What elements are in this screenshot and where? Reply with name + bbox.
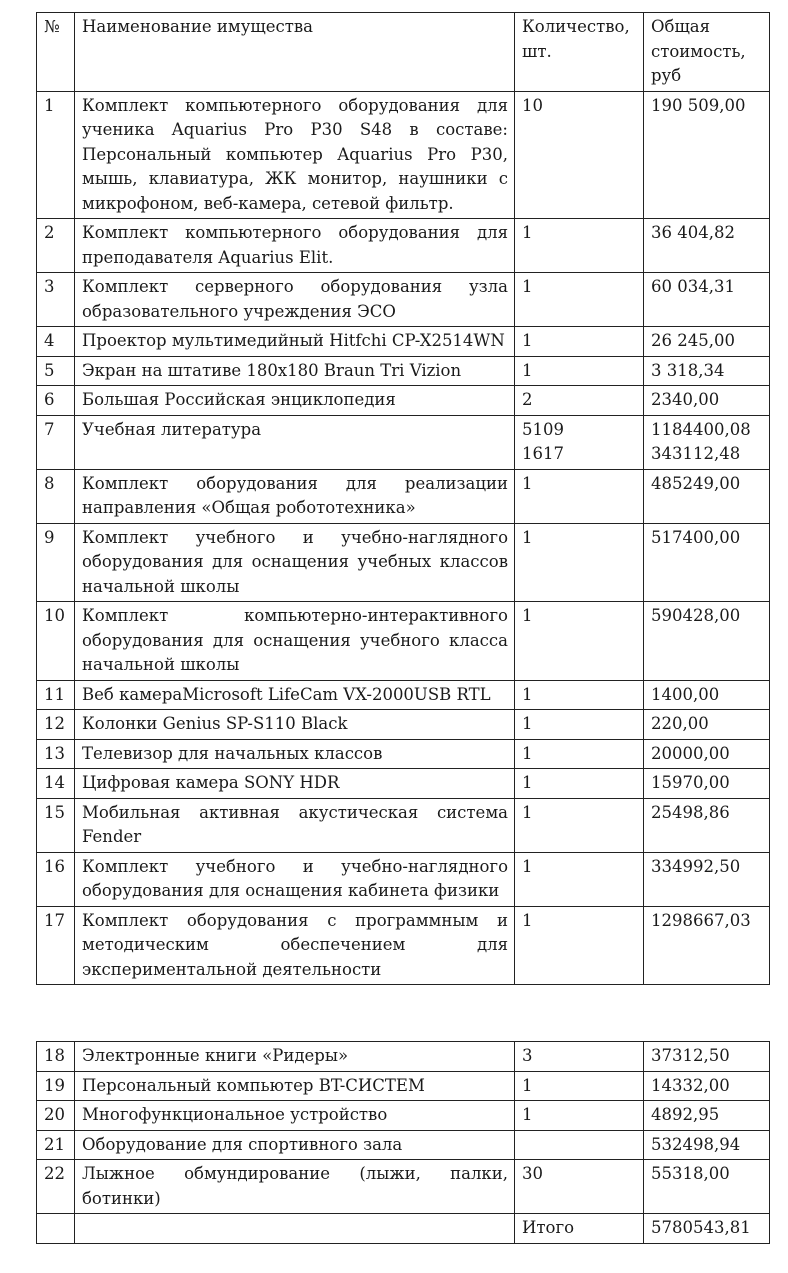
row-cost: 15970,00: [644, 769, 770, 799]
row-num: 14: [37, 769, 75, 799]
row-name: Комплект учебного и учебно-наглядного оборудования для оснащения кабинета физики: [75, 852, 515, 906]
row-name: Комплект оборудования для реализации направления «Общая робототехника»: [75, 469, 515, 523]
row-name: Электронные книги «Ридеры»: [75, 1042, 515, 1072]
row-cost: 190 509,00: [644, 91, 770, 219]
table-row: [37, 356, 770, 386]
row-name: Мобильная активная акустическая система Fender: [75, 798, 515, 852]
row-cost: 37312,50: [644, 1042, 770, 1072]
row-qty: 1: [515, 906, 644, 985]
row-cost: 60 034,31: [644, 273, 770, 327]
row-name: Многофункциональное устройство: [75, 1101, 515, 1131]
row-name: Комплект компьютерного оборудования для ученика Aquarius Pro P30 S48 в составе: Персональный компьютер Aquarius Pro P30, мышь, клавиатура, ЖК монитор, наушники с микрофоном, веб-камера, сетевой фильтр.: [75, 91, 515, 219]
row-qty: 1: [515, 219, 644, 273]
row-cost: 220,00: [644, 710, 770, 740]
row-cost: 334992,50: [644, 852, 770, 906]
row-cost: 3 318,34: [644, 356, 770, 386]
row-num: 8: [37, 469, 75, 523]
row-name: Комплект серверного оборудования узла образовательного учреждения ЭСО: [75, 273, 515, 327]
property-table: [36, 12, 770, 985]
row-qty: 1: [515, 680, 644, 710]
row-num: 6: [37, 386, 75, 416]
row-name: Комплект учебного и учебно-наглядного оборудования для оснащения учебных классов начальной школы: [75, 523, 515, 602]
row-name: Комплект оборудования с программным и методическим обеспечением для экспериментальной деятельности: [75, 906, 515, 985]
header-row: [37, 13, 770, 92]
row-cost: 1184400,08 343112,48: [644, 415, 770, 469]
table-row: [37, 1042, 770, 1072]
row-num: 22: [37, 1160, 75, 1214]
table-row: [37, 680, 770, 710]
row-qty: 1: [515, 469, 644, 523]
row-qty: 1: [515, 523, 644, 602]
row-qty: 2: [515, 386, 644, 416]
row-num: 4: [37, 327, 75, 357]
row-num: 7: [37, 415, 75, 469]
row-num: 20: [37, 1101, 75, 1131]
row-num: 1: [37, 91, 75, 219]
row-cost: 26 245,00: [644, 327, 770, 357]
row-num: 3: [37, 273, 75, 327]
row-cost: 20000,00: [644, 739, 770, 769]
table-row: [37, 710, 770, 740]
row-name: Проектор мультимедийный Hitfchi CP-X2514WN: [75, 327, 515, 357]
table-row: [37, 852, 770, 906]
total-num-cell: [37, 1214, 75, 1244]
row-num: 10: [37, 602, 75, 681]
row-name: Учебная литература: [75, 415, 515, 469]
row-qty: 1: [515, 356, 644, 386]
row-cost: 1298667,03: [644, 906, 770, 985]
table-row: [37, 1160, 770, 1214]
row-cost: 1400,00: [644, 680, 770, 710]
row-num: 5: [37, 356, 75, 386]
row-num: 15: [37, 798, 75, 852]
row-qty: 1: [515, 769, 644, 799]
total-value: 5780543,81: [644, 1214, 770, 1244]
row-name: Персональный компьютер BT-СИСТЕМ: [75, 1071, 515, 1101]
row-cost: 517400,00: [644, 523, 770, 602]
table-row: [37, 91, 770, 219]
row-num: 9: [37, 523, 75, 602]
row-num: 21: [37, 1130, 75, 1160]
table-row: [37, 219, 770, 273]
row-qty: 1: [515, 1101, 644, 1131]
row-qty: 10: [515, 91, 644, 219]
row-name: Цифровая камера SONY HDR: [75, 769, 515, 799]
row-cost: 4892,95: [644, 1101, 770, 1131]
row-qty: 1: [515, 710, 644, 740]
header-num: №: [37, 13, 75, 92]
row-num: 13: [37, 739, 75, 769]
row-num: 18: [37, 1042, 75, 1072]
row-qty: [515, 1130, 644, 1160]
row-cost: 485249,00: [644, 469, 770, 523]
row-num: 17: [37, 906, 75, 985]
total-name-cell: [75, 1214, 515, 1244]
row-num: 12: [37, 710, 75, 740]
table-row: [37, 386, 770, 416]
total-label: Итого: [515, 1214, 644, 1244]
table-row: [37, 798, 770, 852]
header-cost: Общая стоимость, руб: [644, 13, 770, 92]
total-row: [37, 1214, 770, 1244]
table-row: [37, 739, 770, 769]
row-name: Большая Российская энциклопедия: [75, 386, 515, 416]
table-row: [37, 523, 770, 602]
table-row: [37, 327, 770, 357]
table-row: [37, 1101, 770, 1131]
header-name: Наименование имущества: [75, 13, 515, 92]
row-qty: 1: [515, 602, 644, 681]
row-qty: 1: [515, 1071, 644, 1101]
row-num: 19: [37, 1071, 75, 1101]
row-qty: 3: [515, 1042, 644, 1072]
table-row: [37, 602, 770, 681]
table-row: [37, 469, 770, 523]
row-cost: 2340,00: [644, 386, 770, 416]
row-qty: 1: [515, 852, 644, 906]
table-row: [37, 273, 770, 327]
table-row: [37, 769, 770, 799]
row-cost: 14332,00: [644, 1071, 770, 1101]
row-name: Экран на штативе 180x180 Braun Tri Vizion: [75, 356, 515, 386]
table-row: [37, 1071, 770, 1101]
row-num: 11: [37, 680, 75, 710]
table-row: [37, 906, 770, 985]
table-row: [37, 415, 770, 469]
row-name: Оборудование для спортивного зала: [75, 1130, 515, 1160]
row-qty: 5109 1617: [515, 415, 644, 469]
row-name: Телевизор для начальных классов: [75, 739, 515, 769]
row-name: Комплект компьютерно-интерактивного оборудования для оснащения учебного класса начальной школы: [75, 602, 515, 681]
row-num: 16: [37, 852, 75, 906]
row-num: 2: [37, 219, 75, 273]
row-qty: 1: [515, 739, 644, 769]
row-name: Лыжное обмундирование (лыжи, палки, ботинки): [75, 1160, 515, 1214]
row-qty: 1: [515, 327, 644, 357]
property-table-continued: [36, 1041, 770, 1244]
row-cost: 55318,00: [644, 1160, 770, 1214]
header-qty: Количество, шт.: [515, 13, 644, 92]
row-qty: 1: [515, 798, 644, 852]
row-cost: 25498,86: [644, 798, 770, 852]
row-name: Веб камераMicrosoft LifeCam VX-2000USB RTL: [75, 680, 515, 710]
table-row: [37, 1130, 770, 1160]
row-cost: 590428,00: [644, 602, 770, 681]
row-qty: 1: [515, 273, 644, 327]
row-cost: 532498,94: [644, 1130, 770, 1160]
row-qty: 30: [515, 1160, 644, 1214]
row-name: Колонки Genius SP-S110 Black: [75, 710, 515, 740]
row-cost: 36 404,82: [644, 219, 770, 273]
row-name: Комплект компьютерного оборудования для преподавателя Aquarius Elit.: [75, 219, 515, 273]
